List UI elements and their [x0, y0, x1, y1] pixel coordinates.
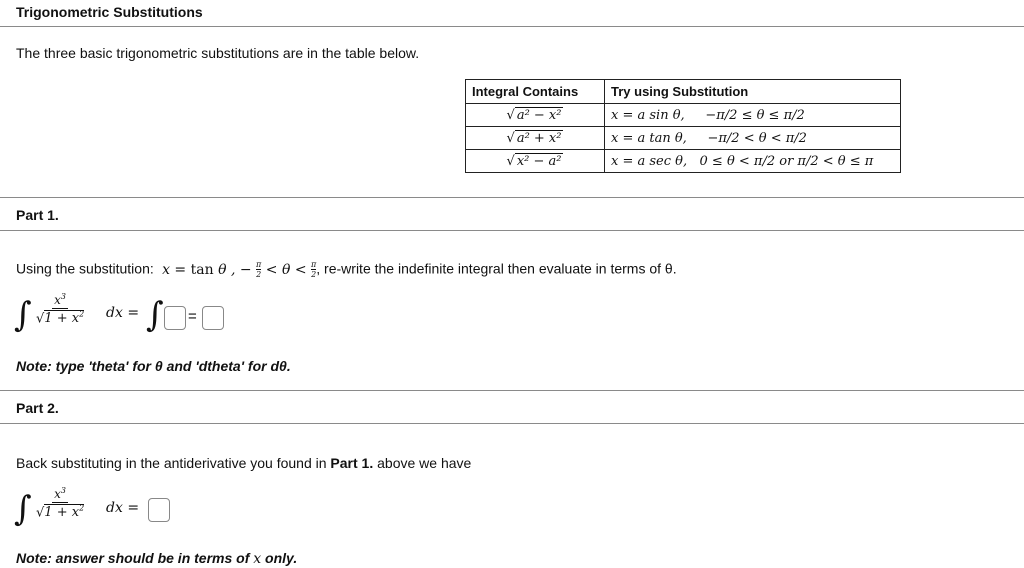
- part1-theta-integral: [146, 295, 164, 335]
- divider: [0, 197, 1024, 198]
- table-row: [466, 127, 901, 150]
- table-cell-contains: √ a² − x²: [466, 104, 605, 127]
- part1-instruction: [16, 260, 677, 279]
- table-cell-substitution: x = a sin θ, −π/2 ≤ θ ≤ π/2: [605, 104, 901, 127]
- part2-fraction: $\frac{x^3}{√1 + x^2}$: [36, 486, 85, 521]
- instruction-text: Back substituting in the antiderivative you found in: [16, 455, 331, 471]
- table-cell-contains: √ a² + x²: [466, 127, 605, 150]
- part2-label: Part 2.: [16, 400, 59, 416]
- substitution-expression: x = tan θ , − $\frac{\pi}{2}$ < θ < $\frac{\pi}{2}$: [157, 260, 317, 279]
- instruction-prefix: Using the substitution:: [16, 260, 154, 277]
- part2-integral: [14, 489, 32, 529]
- instruction-suffix: , re-write the indefinite integral then evaluate in terms of θ.: [316, 260, 677, 277]
- integral-sign: ∫: [14, 489, 32, 529]
- table-header-row: [466, 80, 901, 104]
- divider: [0, 390, 1024, 391]
- page-title: Trigonometric Substitutions: [16, 4, 203, 20]
- instruction-bold: Part 1.: [330, 455, 374, 471]
- divider: [0, 230, 1024, 231]
- part1-integral: [14, 295, 32, 335]
- table-cell-substitution: x = a tan θ, −π/2 < θ < π/2: [605, 127, 901, 150]
- divider: [0, 26, 1024, 27]
- table-row: [466, 150, 901, 173]
- integral-sign: ∫: [146, 295, 164, 335]
- table-header: Integral Contains: [466, 80, 605, 104]
- part1-integrand-input[interactable]: [164, 306, 186, 330]
- part1-fraction: $\frac{x^3}{√1 + x^2}$: [36, 292, 85, 327]
- divider: [0, 423, 1024, 424]
- part1-label: Part 1.: [16, 207, 59, 223]
- table-cell-contains: √ x² − a²: [466, 150, 605, 173]
- part2-dx: dx =: [106, 500, 140, 516]
- part1-note: Note: type 'theta' for θ and 'dtheta' for dθ.: [16, 358, 291, 374]
- table-row: [466, 104, 901, 127]
- part2-result-input[interactable]: [148, 498, 170, 522]
- part2-note: Note: answer should be in terms of x only.: [16, 550, 298, 567]
- intro-text: The three basic trigonometric substitutions are in the table below.: [16, 45, 420, 61]
- part1-dx: dx =: [106, 305, 140, 321]
- table-cell-substitution: x = a sec θ, 0 ≤ θ < π/2 or π/2 < θ ≤ π: [605, 150, 901, 173]
- part2-instruction: [16, 455, 471, 471]
- table-header: Try using Substitution: [605, 80, 901, 104]
- instruction-text: above we have: [373, 455, 472, 471]
- integral-sign: ∫: [14, 295, 32, 335]
- substitution-table: [465, 79, 901, 173]
- part1-result-input[interactable]: [202, 306, 224, 330]
- equals-sign: =: [188, 308, 197, 325]
